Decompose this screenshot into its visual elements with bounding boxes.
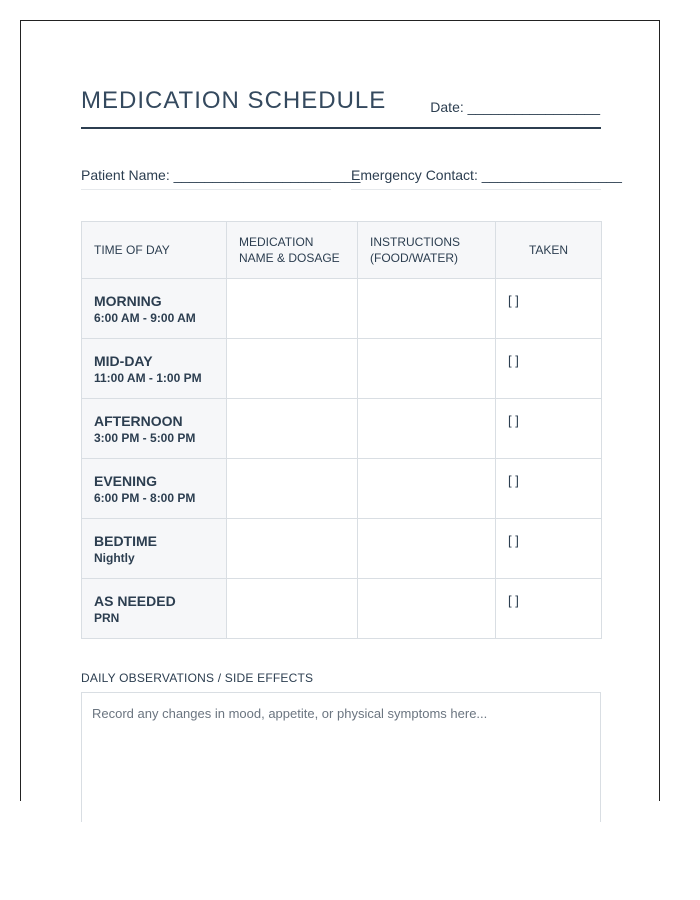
time-of-day-cell [82,279,227,339]
title-divider [81,127,601,129]
instructions-cell[interactable] [358,399,496,459]
table-row [82,339,602,399]
instructions-cell[interactable] [358,519,496,579]
patient-name-underline [81,189,331,190]
column-header-taken: TAKEN [496,222,602,279]
instructions-cell[interactable] [358,279,496,339]
instructions-cell[interactable] [358,579,496,639]
time-of-day-cell [82,459,227,519]
time-of-day-name: AS NEEDED [94,593,176,609]
medication-cell[interactable] [227,519,358,579]
schedule-table [81,221,602,639]
time-of-day-range: 11:00 AM - 1:00 PM [94,371,202,385]
column-header-time: TIME OF DAY [82,222,227,279]
time-of-day-name: MORNING [94,293,162,309]
table-row [82,579,602,639]
time-of-day-range: 6:00 PM - 8:00 PM [94,491,196,505]
medication-cell[interactable] [227,459,358,519]
table-header-row [82,222,602,279]
time-of-day-cell [82,339,227,399]
time-of-day-range: Nightly [94,551,135,565]
time-of-day-cell [82,519,227,579]
time-of-day-range: PRN [94,611,120,625]
date-field[interactable]: Date: _________________ [430,99,600,115]
time-of-day-range: 6:00 AM - 9:00 AM [94,311,196,325]
emergency-contact-underline [351,189,601,190]
observations-label: DAILY OBSERVATIONS / SIDE EFFECTS [81,671,314,685]
table-row [82,459,602,519]
time-of-day-cell [82,579,227,639]
taken-checkbox[interactable]: [ ] [496,579,602,639]
taken-checkbox[interactable]: [ ] [496,519,602,579]
table-row [82,279,602,339]
medication-schedule-sheet [20,20,660,801]
table-row [82,399,602,459]
time-of-day-name: BEDTIME [94,533,157,549]
column-header-instructions: INSTRUCTIONS (FOOD/WATER) [358,222,496,279]
time-of-day-cell [82,399,227,459]
taken-checkbox[interactable]: [ ] [496,459,602,519]
column-header-medication: MEDICATION NAME & DOSAGE [227,222,358,279]
observations-textarea[interactable]: Record any changes in mood, appetite, or physical symptoms here... [81,692,601,822]
medication-cell[interactable] [227,579,358,639]
page-title: MEDICATION SCHEDULE [81,87,387,114]
instructions-cell[interactable] [358,339,496,399]
table-row [82,519,602,579]
taken-checkbox[interactable]: [ ] [496,339,602,399]
taken-checkbox[interactable]: [ ] [496,399,602,459]
time-of-day-range: 3:00 PM - 5:00 PM [94,431,196,445]
time-of-day-name: MID-DAY [94,353,153,369]
medication-cell[interactable] [227,339,358,399]
medication-cell[interactable] [227,399,358,459]
time-of-day-name: AFTERNOON [94,413,183,429]
patient-name-field[interactable]: Patient Name: ________________________ [81,167,361,183]
instructions-cell[interactable] [358,459,496,519]
time-of-day-name: EVENING [94,473,158,489]
emergency-contact-field[interactable]: Emergency Contact: __________________ [351,167,622,183]
taken-checkbox[interactable]: [ ] [496,279,602,339]
medication-cell[interactable] [227,279,358,339]
